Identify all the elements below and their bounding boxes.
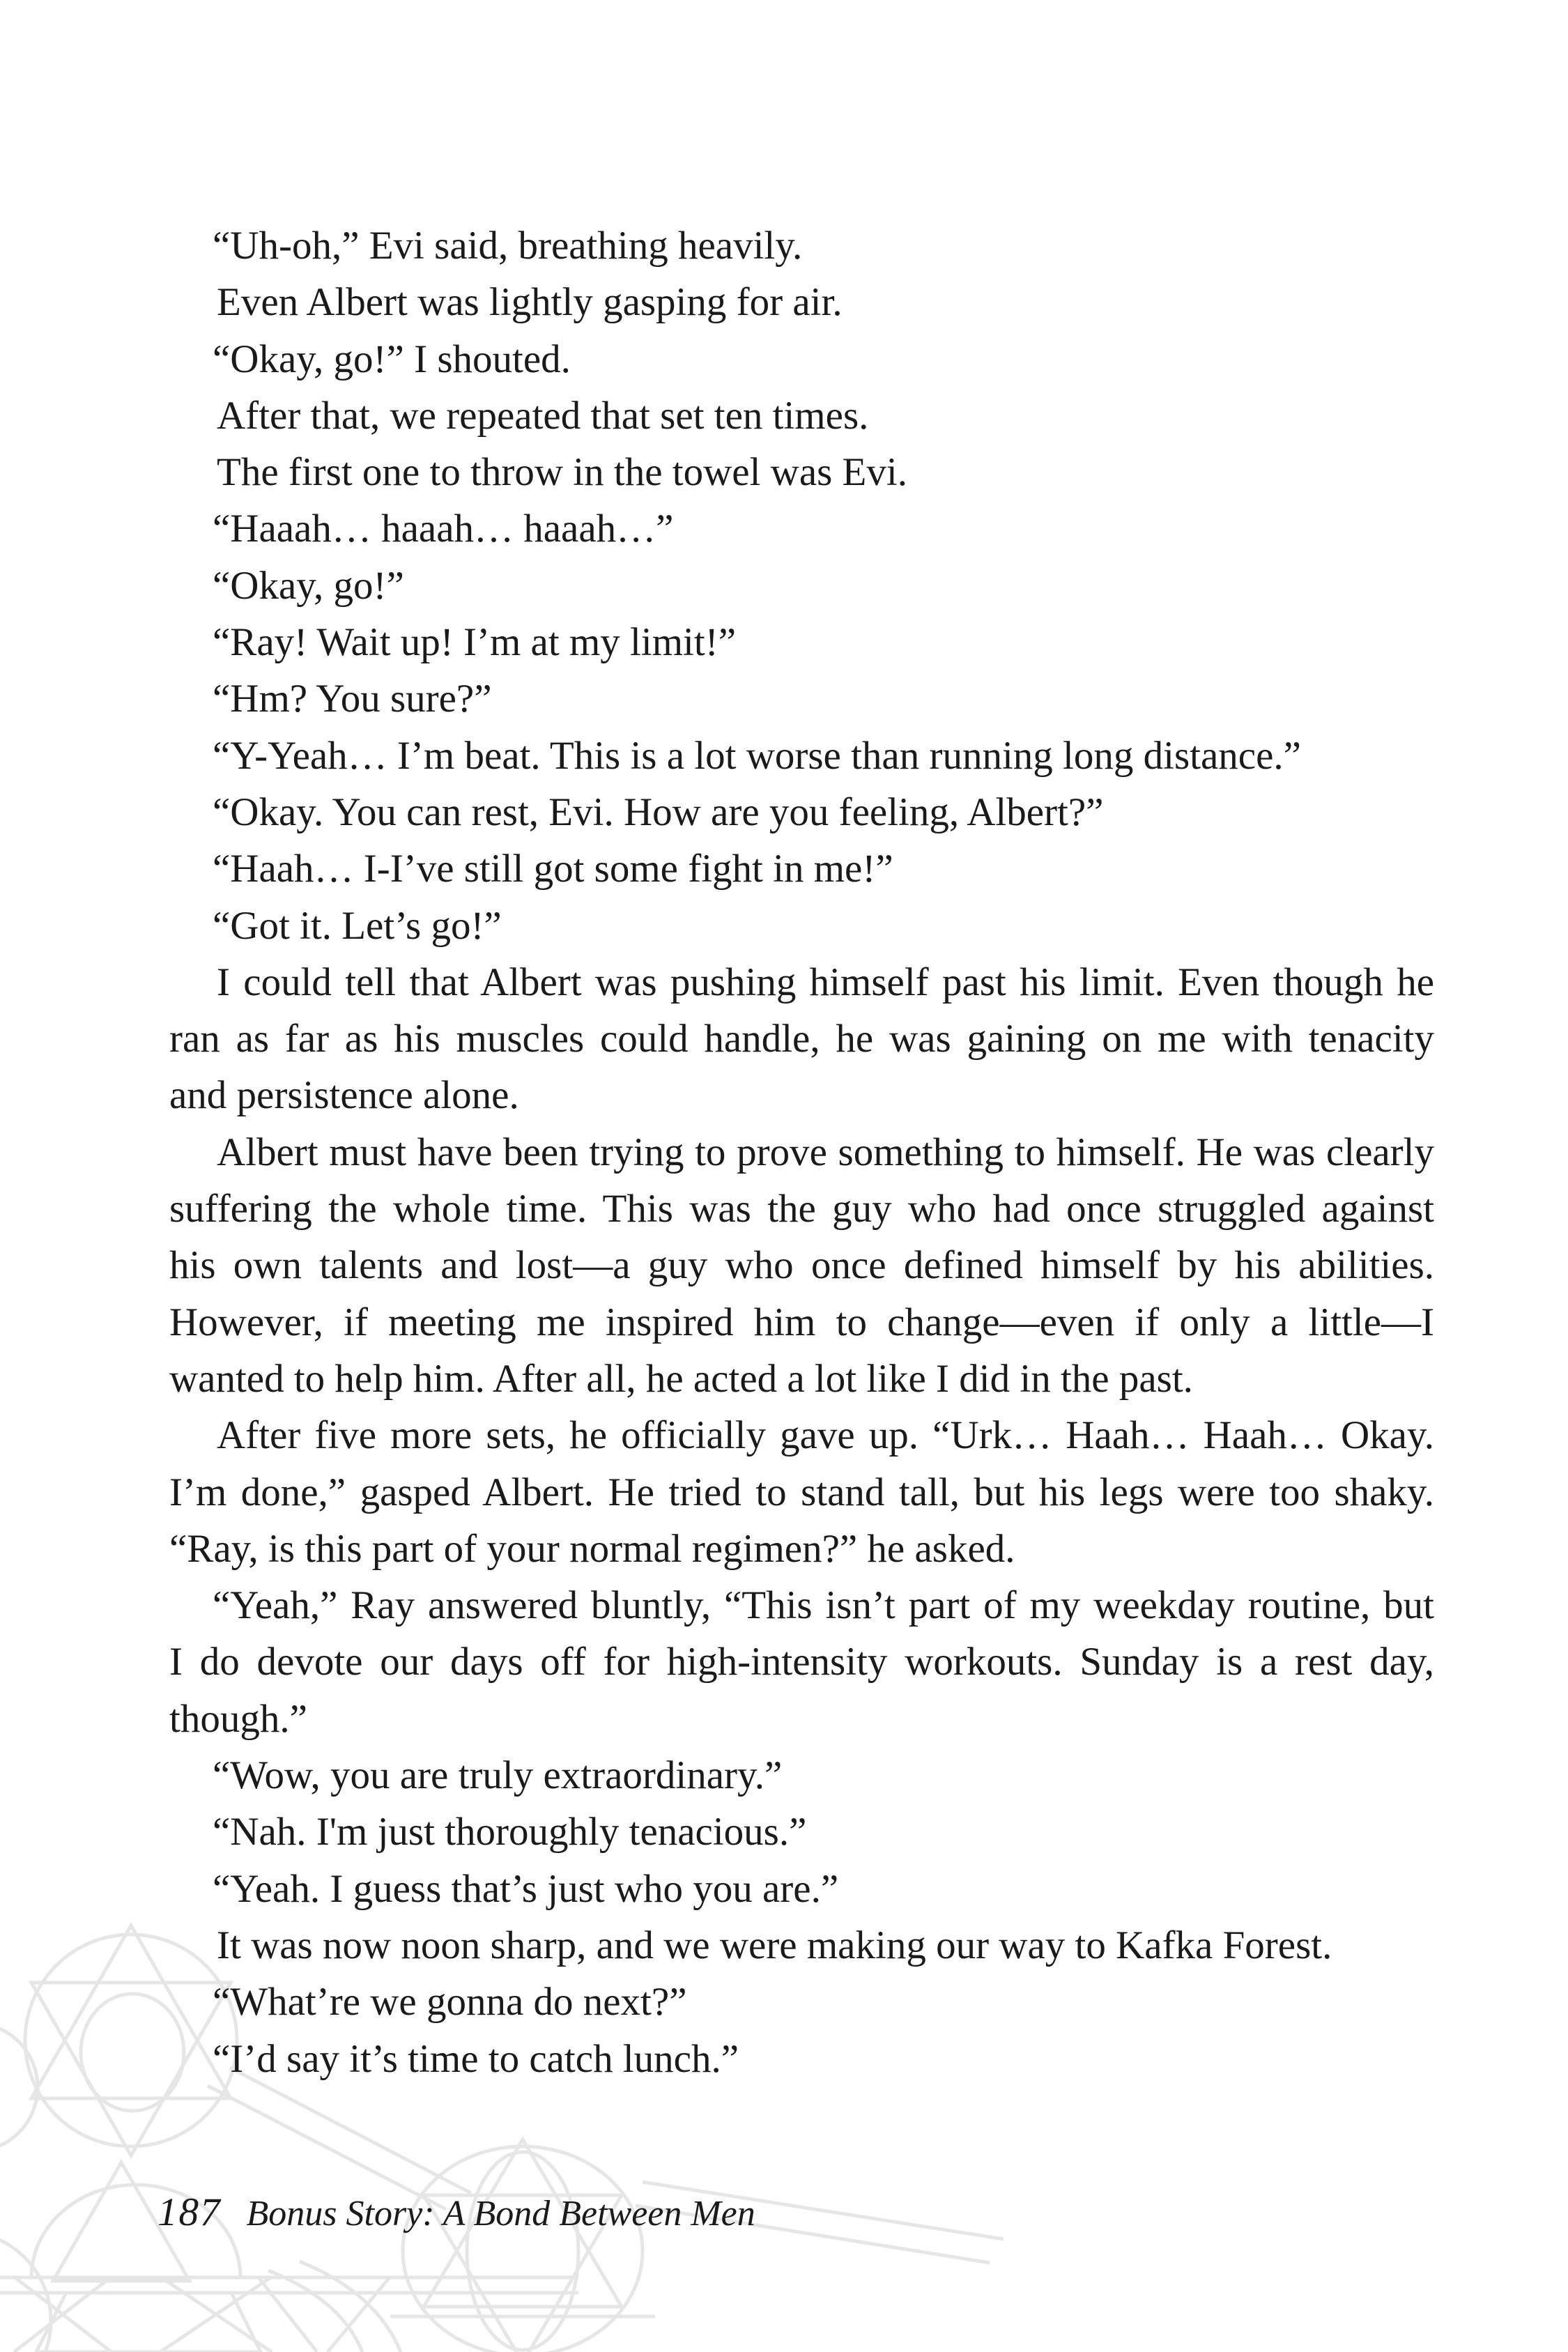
text-line: “I’d say it’s time to catch lunch.” — [213, 2036, 739, 2081]
text-line: “Okay, go!” — [213, 563, 404, 608]
text-line: I could tell that Albert was pushing himself past his limit. Even though he — [217, 960, 1434, 1004]
text-line: “Got it. Let’s go!” — [213, 903, 502, 948]
text-line: “Y-Yeah… I’m beat. This is a lot worse than running long distance.” — [213, 733, 1301, 778]
text-line: though.” — [169, 1696, 307, 1741]
text-line: ran as far as his muscles could handle, he was gaining on me with tenacity — [169, 1017, 1434, 1061]
text-line: “Haah… I-I’ve still got some fight in me!” — [213, 847, 893, 891]
text-line: suffering the whole time. This was the guy who had once struggled against — [169, 1187, 1434, 1231]
text-line: After that, we repeated that set ten times. — [217, 393, 869, 438]
footer-title: Bonus Story: A Bond Between Men — [246, 2194, 755, 2234]
text-line: However, if meeting me inspired him to change—even if only a little—I — [169, 1300, 1434, 1344]
text-line: wanted to help him. After all, he acted a lot like I did in the past. — [169, 1356, 1193, 1401]
text-line: Even Albert was lightly gasping for air. — [217, 280, 843, 325]
text-line: The first one to throw in the towel was Evi. — [217, 450, 907, 495]
text-line: I’m done,” gasped Albert. He tried to stand tall, but his legs were too shaky. — [169, 1470, 1434, 1514]
text-line: I do devote our days off for high-intensity workouts. Sunday is a rest day, — [169, 1640, 1434, 1684]
text-line: Albert must have been trying to prove something to himself. He was clearly — [217, 1130, 1434, 1174]
text-line: It was now noon sharp, and we were making our way to Kafka Forest. — [217, 1923, 1332, 1967]
text-line: “Nah. I'm just thoroughly tenacious.” — [213, 1810, 807, 1854]
text-line: “Hm? You sure?” — [213, 677, 492, 721]
text-line: his own talents and lost—a guy who once defined himself by his abilities. — [169, 1243, 1434, 1288]
text-line: “Yeah,” Ray answered bluntly, “This isn’t part of my weekday routine, but — [213, 1583, 1434, 1628]
text-line: “Ray, is this part of your normal regimen?” he asked. — [169, 1526, 1015, 1571]
text-line: After five more sets, he officially gave up. “Urk… Haah… Haah… Okay. — [217, 1413, 1434, 1458]
text-line: “Yeah. I guess that’s just who you are.” — [213, 1866, 839, 1911]
text-line: “Okay. You can rest, Evi. How are you feeling, Albert?” — [213, 790, 1104, 834]
page-number: 187 — [157, 2190, 222, 2234]
page-text — [169, 217, 1434, 2087]
text-line: “What’re we gonna do next?” — [213, 1980, 687, 2024]
text-line: “Haaah… haaah… haaah…” — [213, 507, 674, 551]
page-footer — [157, 2190, 755, 2235]
text-line: and persistence alone. — [169, 1073, 519, 1118]
text-line: “Ray! Wait up! I’m at my limit!” — [213, 620, 736, 665]
text-line: “Okay, go!” I shouted. — [213, 337, 571, 381]
text-line: “Wow, you are truly extraordinary.” — [213, 1753, 783, 1798]
text-line: “Uh-oh,” Evi said, breathing heavily. — [213, 224, 803, 268]
